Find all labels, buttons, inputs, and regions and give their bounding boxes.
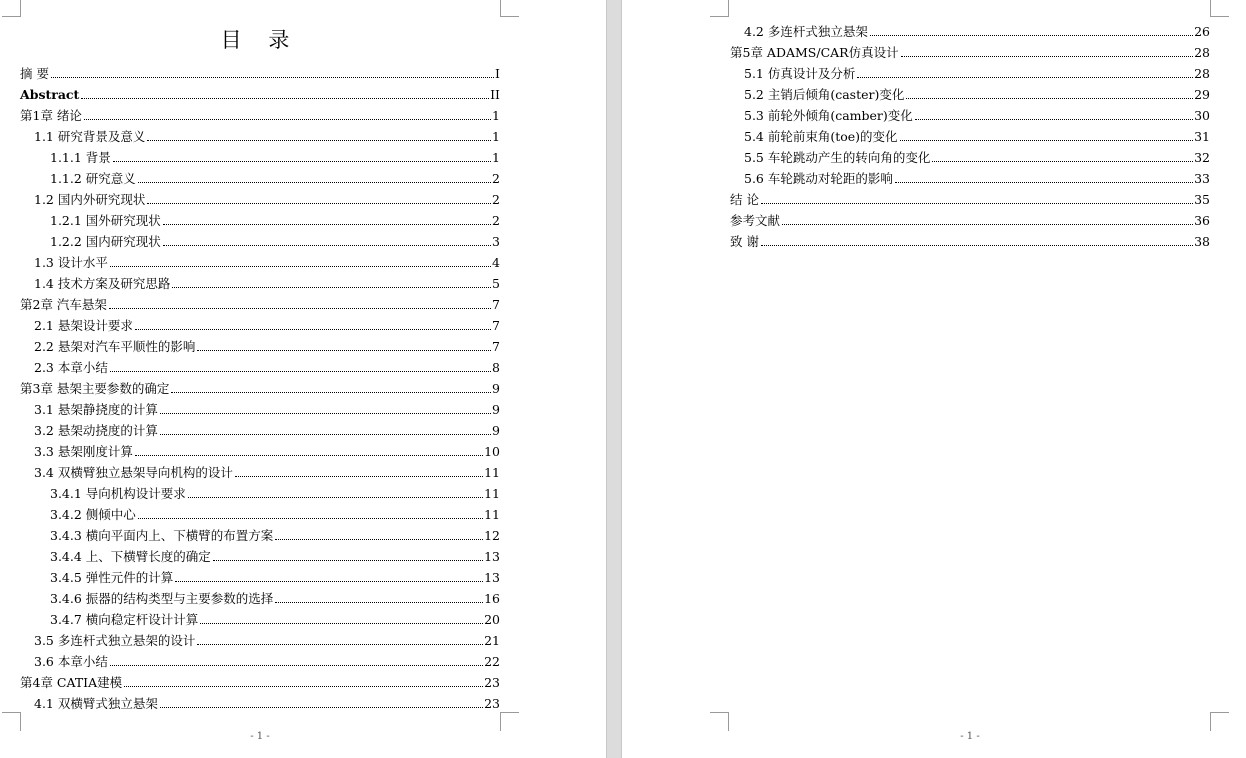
toc-leader-dots <box>135 328 491 330</box>
toc-leader-dots <box>906 97 1193 99</box>
toc-entry[interactable] <box>20 628 500 649</box>
toc-entry[interactable] <box>20 502 500 523</box>
toc-leader-dots <box>275 538 483 540</box>
toc-entry[interactable] <box>730 40 1210 61</box>
toc-entry[interactable] <box>20 250 500 271</box>
toc-entry-page-number: 3 <box>492 234 500 249</box>
toc-entry[interactable] <box>20 166 500 187</box>
toc-leader-dots <box>175 580 483 582</box>
toc-leader-dots <box>275 601 483 603</box>
toc-entry-page-number: 28 <box>1194 45 1210 60</box>
toc-entry-label: 3.4.6 振器的结构类型与主要参数的选择 <box>50 591 274 606</box>
toc-entry[interactable] <box>20 376 500 397</box>
toc-leader-dots <box>200 622 483 624</box>
toc-entry-label: 3.4.5 弹性元件的计算 <box>50 570 174 585</box>
toc-entry-label: 4.2 多连杆式独立悬架 <box>744 24 868 39</box>
toc-entry-label: 3.4.2 侧倾中心 <box>50 507 136 522</box>
toc-leader-dots <box>81 97 489 99</box>
toc-leader-dots <box>870 34 1193 36</box>
toc-leader-dots <box>761 244 1193 246</box>
toc-entry-page-number: 38 <box>1194 234 1210 249</box>
toc-leader-dots <box>135 454 483 456</box>
toc-leader-dots <box>915 118 1193 120</box>
toc-entry-page-number: 23 <box>484 696 500 711</box>
toc-entry[interactable] <box>730 82 1210 103</box>
page-corner-mark <box>710 712 729 731</box>
toc-entry[interactable] <box>20 607 500 628</box>
toc-entry-label: 1.1 研究背景及意义 <box>34 129 146 144</box>
toc-entry-label: 2.3 本章小结 <box>34 360 108 375</box>
toc-entry-page-number: 33 <box>1194 171 1210 186</box>
toc-entry-label: 结 论 <box>730 192 759 207</box>
toc-leader-dots <box>163 223 491 225</box>
toc-entry[interactable] <box>730 208 1210 229</box>
toc-entry-page-number: 1 <box>492 129 500 144</box>
page-corner-mark <box>500 0 519 17</box>
toc-entry[interactable] <box>20 124 500 145</box>
toc-entry-page-number: II <box>490 87 500 102</box>
toc-entry-label: 3.4.3 横向平面内上、下横臂的布置方案 <box>50 528 274 543</box>
toc-entry-label: 5.5 车轮跳动产生的转向角的变化 <box>744 150 931 165</box>
toc-entry-label: 3.4.4 上、下横臂长度的确定 <box>50 549 211 564</box>
toc-entry-page-number: 28 <box>1194 66 1210 81</box>
toc-leader-dots <box>761 202 1193 204</box>
toc-leader-dots <box>172 286 491 288</box>
toc-entry-page-number: 7 <box>492 297 500 312</box>
toc-leader-dots <box>147 202 491 204</box>
toc-leader-dots <box>171 391 491 393</box>
page-corner-mark <box>2 712 21 731</box>
toc-leader-dots <box>163 244 491 246</box>
toc-entry-label: 3.2 悬架动挠度的计算 <box>34 423 158 438</box>
toc-entry-label: 5.6 车轮跳动对轮距的影响 <box>744 171 893 186</box>
toc-leader-dots <box>110 265 491 267</box>
toc-entry-page-number: 29 <box>1194 87 1210 102</box>
toc-entry-page-number: 4 <box>492 255 500 270</box>
toc-entry-page-number: I <box>495 66 500 81</box>
toc-leader-dots <box>857 76 1193 78</box>
toc-entry-page-number: 2 <box>492 213 500 228</box>
toc-list-right <box>730 19 1210 250</box>
toc-leader-dots <box>160 412 491 414</box>
toc-leader-dots <box>901 55 1194 57</box>
toc-leader-dots <box>113 160 491 162</box>
toc-entry-page-number: 11 <box>484 486 500 501</box>
toc-leader-dots <box>213 559 483 561</box>
toc-entry[interactable] <box>730 61 1210 82</box>
document-page-right <box>622 0 1246 758</box>
toc-entry-label: 5.2 主销后倾角(caster)变化 <box>744 87 905 102</box>
toc-leader-dots <box>160 433 491 435</box>
toc-list-left <box>20 61 500 712</box>
toc-entry-label: 3.3 悬架刚度计算 <box>34 444 133 459</box>
toc-entry-label: 第2章 汽车悬架 <box>20 297 107 312</box>
toc-entry-page-number: 9 <box>492 381 500 396</box>
toc-entry-page-number: 10 <box>484 444 500 459</box>
toc-leader-dots <box>782 223 1193 225</box>
toc-leader-dots <box>188 496 483 498</box>
toc-entry-page-number: 9 <box>492 402 500 417</box>
toc-entry[interactable] <box>20 271 500 292</box>
toc-leader-dots <box>235 475 483 477</box>
toc-leader-dots <box>160 706 483 708</box>
toc-entry-label: 第3章 悬架主要参数的确定 <box>20 381 170 396</box>
toc-entry[interactable] <box>730 229 1210 250</box>
toc-entry-label: Abstract <box>20 87 80 102</box>
toc-entry[interactable] <box>20 691 500 712</box>
toc-entry[interactable] <box>20 292 500 313</box>
toc-leader-dots <box>51 76 494 78</box>
toc-leader-dots <box>197 643 483 645</box>
toc-entry-page-number: 30 <box>1194 108 1210 123</box>
toc-leader-dots <box>124 685 483 687</box>
page-corner-mark <box>1210 0 1229 17</box>
toc-entry-label: 3.1 悬架静挠度的计算 <box>34 402 158 417</box>
toc-leader-dots <box>109 307 491 309</box>
toc-entry-page-number: 13 <box>484 549 500 564</box>
toc-entry-label: 1.3 设计水平 <box>34 255 108 270</box>
toc-entry-label: 1.1.2 研究意义 <box>50 171 136 186</box>
toc-entry-page-number: 5 <box>492 276 500 291</box>
page-number-footer: - 1 - <box>960 731 980 742</box>
toc-entry-label: 第5章 ADAMS/CAR仿真设计 <box>730 45 899 60</box>
toc-entry[interactable] <box>20 418 500 439</box>
toc-entry-label: 3.4.1 导向机构设计要求 <box>50 486 186 501</box>
toc-entry-label: 2.2 悬架对汽车平顺性的影响 <box>34 339 196 354</box>
toc-entry-label: 致 谢 <box>730 234 759 249</box>
toc-entry[interactable] <box>730 19 1210 40</box>
toc-leader-dots <box>84 118 491 120</box>
toc-leader-dots <box>138 181 491 183</box>
toc-leader-dots <box>895 181 1193 183</box>
toc-entry-page-number: 16 <box>484 591 500 606</box>
page-corner-mark <box>2 0 21 17</box>
toc-entry-label: 第1章 绪论 <box>20 108 82 123</box>
toc-entry[interactable] <box>20 355 500 376</box>
toc-leader-dots <box>900 139 1194 141</box>
toc-leader-dots <box>110 370 491 372</box>
page-corner-mark <box>500 712 519 731</box>
toc-entry-page-number: 2 <box>492 171 500 186</box>
toc-entry-label: 第4章 CATIA建模 <box>20 675 123 690</box>
toc-entry-page-number: 1 <box>492 108 500 123</box>
toc-entry-label: 1.1.1 背景 <box>50 150 111 165</box>
toc-entry-page-number: 35 <box>1194 192 1210 207</box>
toc-entry-page-number: 2 <box>492 192 500 207</box>
toc-entry-page-number: 26 <box>1194 24 1210 39</box>
toc-entry-page-number: 36 <box>1194 213 1210 228</box>
toc-entry[interactable] <box>730 187 1210 208</box>
toc-entry[interactable] <box>20 313 500 334</box>
toc-entry-label: 5.4 前轮前束角(toe)的变化 <box>744 129 898 144</box>
page-corner-mark <box>1210 712 1229 731</box>
toc-entry-page-number: 32 <box>1194 150 1210 165</box>
toc-entry-label: 1.2 国内外研究现状 <box>34 192 146 207</box>
toc-entry-page-number: 11 <box>484 507 500 522</box>
toc-entry[interactable] <box>20 61 500 82</box>
toc-entry[interactable] <box>20 649 500 670</box>
toc-entry[interactable] <box>20 523 500 544</box>
toc-entry[interactable] <box>20 229 500 250</box>
toc-entry-label: 5.1 仿真设计及分析 <box>744 66 856 81</box>
toc-leader-dots <box>147 139 491 141</box>
toc-leader-dots <box>932 160 1193 162</box>
toc-entry-label: 摘 要 <box>20 66 49 81</box>
toc-entry[interactable] <box>20 187 500 208</box>
toc-entry-label: 1.2.2 国内研究现状 <box>50 234 161 249</box>
toc-entry-page-number: 20 <box>484 612 500 627</box>
toc-entry-page-number: 7 <box>492 318 500 333</box>
toc-entry-page-number: 1 <box>492 150 500 165</box>
toc-entry-page-number: 23 <box>484 675 500 690</box>
toc-entry[interactable] <box>20 565 500 586</box>
toc-leader-dots <box>197 349 491 351</box>
toc-entry[interactable] <box>730 103 1210 124</box>
toc-entry-label: 1.4 技术方案及研究思路 <box>34 276 171 291</box>
toc-entry-label: 3.4 双横臂独立悬架导向机构的设计 <box>34 465 233 480</box>
toc-entry-label: 3.4.7 横向稳定杆设计计算 <box>50 612 199 627</box>
toc-entry-page-number: 7 <box>492 339 500 354</box>
page-corner-mark <box>710 0 729 17</box>
toc-entry-label: 4.1 双横臂式独立悬架 <box>34 696 158 711</box>
toc-entry-label: 参考文献 <box>730 213 781 228</box>
toc-entry[interactable] <box>20 481 500 502</box>
toc-entry-label: 5.3 前轮外倾角(camber)变化 <box>744 108 913 123</box>
toc-entry[interactable] <box>20 670 500 691</box>
toc-entry[interactable] <box>20 439 500 460</box>
toc-entry-label: 3.5 多连杆式独立悬架的设计 <box>34 633 196 648</box>
toc-entry-label: 2.1 悬架设计要求 <box>34 318 133 333</box>
toc-entry-page-number: 11 <box>484 465 500 480</box>
page-gutter <box>606 0 622 758</box>
toc-entry-page-number: 9 <box>492 423 500 438</box>
toc-entry[interactable] <box>20 208 500 229</box>
toc-entry[interactable] <box>20 82 500 103</box>
toc-entry-page-number: 13 <box>484 570 500 585</box>
toc-entry[interactable] <box>20 145 500 166</box>
toc-entry[interactable] <box>20 586 500 607</box>
toc-entry[interactable] <box>730 166 1210 187</box>
toc-entry-page-number: 21 <box>484 633 500 648</box>
toc-entry-label: 3.6 本章小结 <box>34 654 108 669</box>
toc-entry[interactable] <box>20 460 500 481</box>
toc-entry[interactable] <box>20 397 500 418</box>
toc-entry[interactable] <box>20 544 500 565</box>
toc-entry-page-number: 8 <box>492 360 500 375</box>
page-number-footer: - 1 - <box>250 731 270 742</box>
toc-leader-dots <box>110 664 483 666</box>
document-page-left <box>0 0 606 758</box>
toc-leader-dots <box>138 517 483 519</box>
toc-entry-page-number: 22 <box>484 654 500 669</box>
toc-entry-page-number: 12 <box>484 528 500 543</box>
toc-entry-page-number: 31 <box>1194 129 1210 144</box>
toc-title: 目 录 <box>220 28 300 52</box>
toc-entry[interactable] <box>730 124 1210 145</box>
toc-entry-label: 1.2.1 国外研究现状 <box>50 213 161 228</box>
toc-entry[interactable] <box>20 103 500 124</box>
toc-entry[interactable] <box>730 145 1210 166</box>
toc-entry[interactable] <box>20 334 500 355</box>
